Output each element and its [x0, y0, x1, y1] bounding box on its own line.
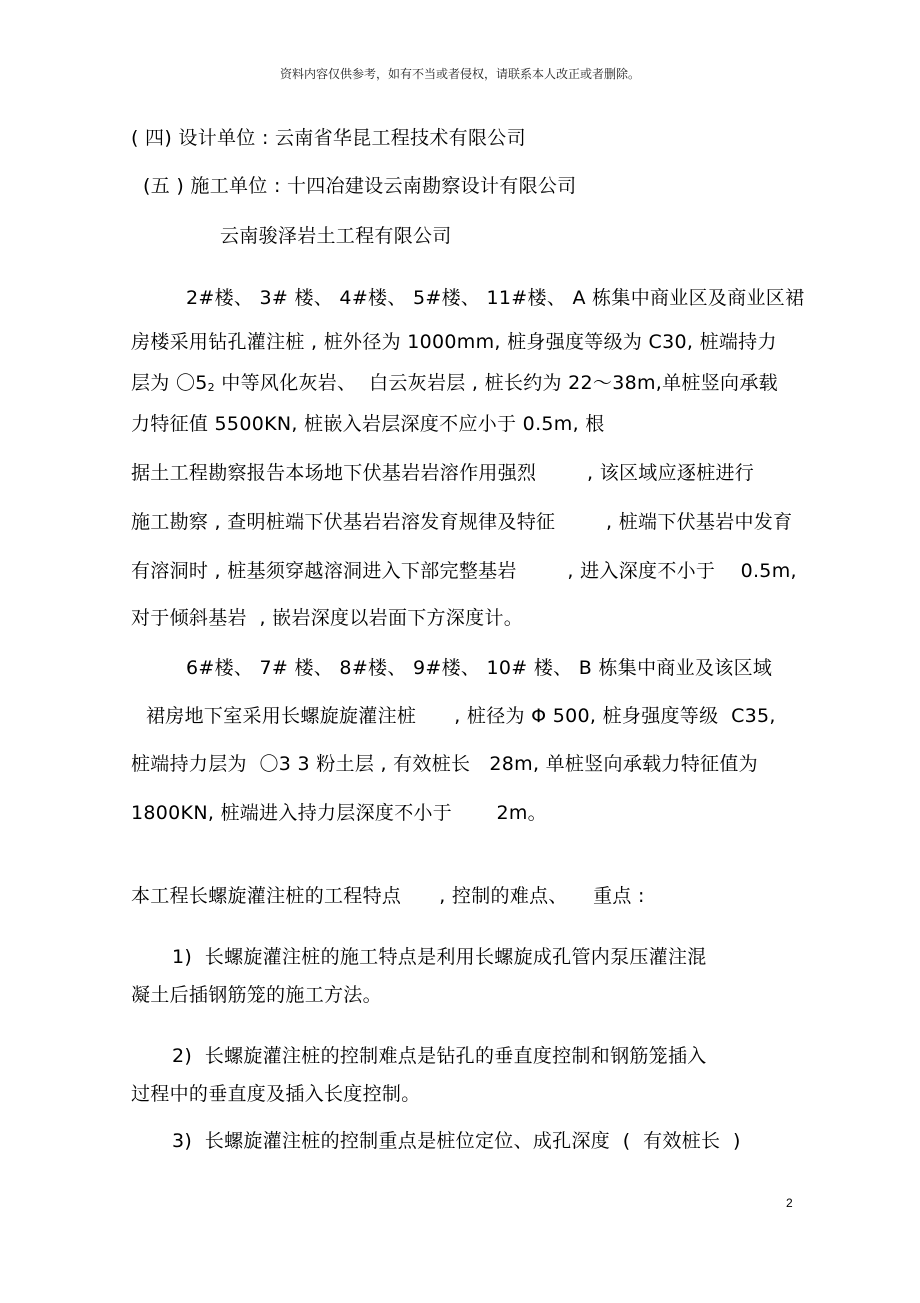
features-heading: 本工程长螺旋灌注桩的工程特点 , 控制的难点、 重点 :	[131, 885, 645, 907]
disclaimer-header: 资料内容仅供参考，如有不当或者侵权，请联系本人改正或者删除。	[279, 67, 640, 81]
paragraph-line: 施工勘察 , 查明桩端下伏基岩岩溶发育规律及特征 , 桩端下伏基岩中发育	[131, 511, 793, 533]
construction-unit-second-company: 云南骏泽岩土工程有限公司	[220, 225, 452, 247]
construction-unit-line: (五 ) 施工单位 : 十四冶建设云南勘察设计有限公司	[143, 175, 577, 197]
paragraph-line: 对于倾斜基岩 , 嵌岩深度以岩面下方深度计。	[131, 607, 524, 629]
list-item-line: 过程中的垂直度及插入长度控制。	[131, 1083, 421, 1105]
list-item-line: 3) 长螺旋灌注桩的控制重点是桩位定位、成孔深度 ( 有效桩长 )	[172, 1130, 741, 1152]
text-span: 层为 〇5	[131, 372, 208, 394]
text-span: 中等风化灰岩、 白云灰岩层 , 桩长约为 22～38m,单桩竖向承载	[214, 372, 778, 394]
paragraph-line: 6#楼、 7# 楼、 8#楼、 9#楼、 10# 楼、 B 栋集中商业及该区域	[186, 657, 773, 679]
paragraph-line: 裙房地下室采用长螺旋旋灌注桩 , 桩径为 Φ 500, 桩身强度等级 C35,	[146, 705, 776, 727]
paragraph-line: 据土工程勘察报告本场地下伏基岩岩溶作用强烈 , 该区域应逐桩进行	[131, 462, 755, 484]
paragraph-line: 1800KN, 桩端进入持力层深度不小于 2m。	[131, 802, 547, 824]
subscript: 2	[207, 381, 215, 394]
paragraph-line: 有溶洞时 , 桩基须穿越溶洞进入下部完整基岩 , 进入深度不小于 0.5m,	[131, 560, 797, 582]
paragraph-line: 桩端持力层为 〇3 3 粉土层 , 有效桩长 28m, 单桩竖向承载力特征值为	[131, 753, 758, 775]
paragraph-line: 房楼采用钻孔灌注桩 , 桩外径为 1000mm, 桩身强度等级为 C30, 桩端持力	[131, 331, 777, 353]
page-number: 2	[786, 1196, 793, 1210]
paragraph-line: 2#楼、 3# 楼、 4#楼、 5#楼、 11#楼、 A 栋集中商业区及商业区裙	[186, 287, 805, 309]
paragraph-line: 力特征值 5500KN, 桩嵌入岩层深度不应小于 0.5m, 根	[131, 413, 605, 435]
list-item-line: 凝土后插钢筋笼的施工方法。	[131, 984, 382, 1006]
paragraph-line	[131, 371, 778, 400]
list-item-line: 2) 长螺旋灌注桩的控制难点是钻孔的垂直度控制和钢筋笼插入	[172, 1045, 707, 1067]
design-unit-line: ( 四) 设计单位 : 云南省华昆工程技术有限公司	[131, 127, 526, 149]
list-item-line: 1) 长螺旋灌注桩的施工特点是利用长螺旋成孔管内泵压灌注混	[172, 946, 707, 968]
